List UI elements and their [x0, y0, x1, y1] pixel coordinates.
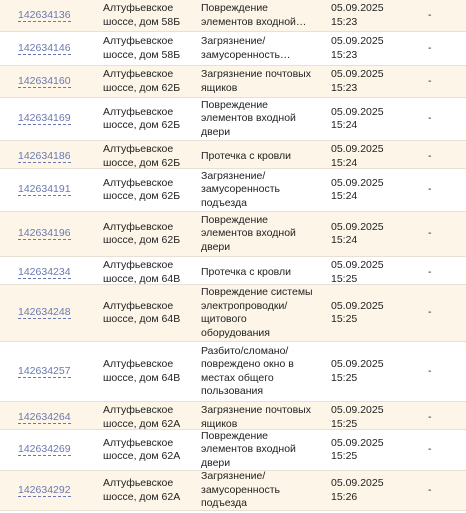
problem-cell-line: элементов входной — [201, 443, 296, 456]
date-cell — [331, 104, 428, 135]
address-cell — [103, 66, 201, 97]
date-cell — [331, 435, 428, 466]
address-cell-line: шоссе, дом 62Б — [103, 234, 181, 246]
address-cell-line: Алтуфьевское — [103, 358, 174, 370]
extra-cell: - — [428, 8, 432, 21]
address-cell-line: Алтуфьевское — [103, 259, 174, 271]
problem-cell-line: Повреждение системы — [201, 286, 313, 298]
address-cell-line: шоссе, дом 62А — [103, 450, 181, 462]
problem-cell-line: ящиков — [201, 81, 238, 94]
table-row — [0, 430, 466, 471]
address-cell — [103, 475, 201, 506]
address-cell-line: Алтуфьевское — [103, 220, 174, 233]
address-cell-line: шоссе, дом 58Б — [103, 15, 181, 28]
date-cell — [331, 0, 428, 31]
date-cell-line: 05.09.2025 — [331, 436, 384, 449]
problem-cell-line: местах общего — [201, 371, 274, 384]
extra-cell: - — [428, 483, 432, 496]
extra-cell: - — [428, 227, 432, 240]
address-cell-line: Алтуфьевское — [103, 2, 174, 14]
request-id-cell — [0, 181, 103, 199]
problem-cell-line: Разбито/сломано/ — [201, 344, 289, 357]
date-cell-line: 15:25 — [331, 313, 358, 325]
address-cell — [103, 356, 201, 387]
date-cell-line: 15:23 — [331, 48, 358, 61]
request-id-link[interactable]: 142634160 — [18, 74, 71, 87]
problem-cell-line: подъезда — [201, 196, 247, 209]
address-cell — [103, 402, 201, 433]
problem-cell-line: ящиков — [201, 417, 238, 430]
address-cell-line: шоссе, дом 62А — [103, 490, 181, 503]
request-id-cell — [0, 225, 103, 243]
table-row — [0, 285, 466, 342]
address-cell-line: Алтуфьевское — [103, 35, 174, 47]
request-id-cell — [0, 409, 103, 427]
request-id-link[interactable]: 142634292 — [18, 483, 71, 496]
date-cell-line: 15:24 — [331, 234, 358, 246]
table-row — [0, 342, 466, 402]
address-cell-line: Алтуфьевское — [103, 143, 174, 155]
date-cell-line: 05.09.2025 — [331, 35, 384, 47]
date-cell — [331, 66, 428, 97]
date-cell — [331, 298, 428, 329]
address-cell — [103, 298, 201, 329]
table-row — [0, 212, 466, 257]
problem-cell-line: замусоренность — [201, 483, 280, 496]
date-cell-line: 05.09.2025 — [331, 358, 384, 370]
request-id-cell — [0, 264, 103, 282]
address-cell-line: шоссе, дом 62А — [103, 417, 181, 430]
date-cell-line: 05.09.2025 — [331, 259, 384, 271]
date-cell-line: 15:24 — [331, 190, 358, 202]
address-cell-line: Алтуфьевское — [103, 477, 174, 489]
address-cell-line: шоссе, дом 64В — [103, 272, 181, 285]
date-cell — [331, 33, 428, 64]
date-cell-line: 05.09.2025 — [331, 68, 384, 80]
problem-cell-line: Загрязнение/ — [201, 35, 266, 47]
problem-cell-line: элементов входной — [201, 227, 296, 240]
date-cell-line: 05.09.2025 — [331, 299, 384, 312]
problem-cell-line: элементов входной… — [201, 15, 307, 28]
date-cell-line: 05.09.2025 — [331, 105, 384, 118]
request-id-link[interactable]: 142634248 — [18, 306, 71, 319]
extra-cell: - — [428, 265, 432, 278]
date-cell-line: 15:23 — [331, 81, 358, 94]
table-row — [0, 0, 466, 32]
date-cell-line: 15:25 — [331, 371, 358, 384]
table-row — [0, 98, 466, 141]
address-cell-line: Алтуфьевское — [103, 105, 174, 118]
address-cell — [103, 0, 201, 31]
problem-cell — [201, 0, 331, 31]
address-cell-line: шоссе, дом 64В — [103, 371, 181, 384]
problem-cell — [201, 33, 331, 64]
problem-cell — [201, 264, 331, 282]
problem-cell-line: Протечка с кровли — [201, 149, 291, 162]
address-cell — [103, 219, 201, 250]
date-cell — [331, 175, 428, 206]
problem-cell — [201, 168, 331, 213]
address-cell — [103, 104, 201, 135]
problem-cell-line: Загрязнение почтовых — [201, 404, 311, 416]
date-cell — [331, 219, 428, 250]
date-cell-line: 15:24 — [331, 119, 358, 131]
problem-cell-line: Повреждение — [201, 429, 269, 442]
problem-cell-line: подъезда — [201, 497, 247, 510]
problem-cell-line: двери — [201, 125, 231, 138]
extra-cell: - — [428, 149, 432, 162]
date-cell-line: 05.09.2025 — [331, 143, 384, 155]
date-cell-line: 05.09.2025 — [331, 220, 384, 233]
problem-cell-line: замусоренность… — [201, 48, 291, 61]
date-cell-line: 15:23 — [331, 15, 358, 28]
address-cell-line: шоссе, дом 64В — [103, 313, 181, 325]
address-cell-line: шоссе, дом 62Б — [103, 190, 181, 202]
extra-cell: - — [428, 410, 432, 423]
address-cell — [103, 257, 201, 288]
extra-cell: - — [428, 183, 432, 196]
address-cell — [103, 175, 201, 206]
request-id-cell — [0, 7, 103, 25]
problem-cell — [201, 97, 331, 142]
date-cell — [331, 257, 428, 288]
table-row — [0, 66, 466, 98]
request-id-cell — [0, 73, 103, 91]
extra-cell: - — [428, 41, 432, 54]
problem-cell-line: Загрязнение/ — [201, 169, 266, 182]
problem-cell-line: Протечка с кровли — [201, 265, 291, 278]
problem-cell-line: элементов входной — [201, 112, 296, 125]
request-id-cell — [0, 110, 103, 128]
extra-cell: - — [428, 443, 432, 456]
address-cell-line: Алтуфьевское — [103, 404, 174, 416]
date-cell-line: 15:24 — [331, 156, 358, 169]
date-cell-line: 05.09.2025 — [331, 2, 384, 14]
problem-cell — [201, 284, 331, 342]
problem-cell — [201, 428, 331, 473]
address-cell-line: Алтуфьевское — [103, 299, 174, 312]
table-row — [0, 32, 466, 66]
date-cell-line: 15:25 — [331, 417, 358, 430]
address-cell-line: шоссе, дом 62Б — [103, 156, 181, 169]
table-row — [0, 141, 466, 169]
problem-cell-line: повреждено окно в — [201, 358, 294, 370]
problem-cell-line: замусоренность — [201, 183, 280, 196]
request-id-link[interactable]: 142634186 — [18, 149, 71, 162]
address-cell — [103, 33, 201, 64]
problem-cell-line: пользования — [201, 385, 264, 397]
problem-cell-line: электропроводки/ — [201, 299, 288, 312]
table-row — [0, 257, 466, 285]
problem-cell — [201, 343, 331, 401]
request-id-cell — [0, 441, 103, 459]
problem-cell-line: двери — [201, 456, 231, 469]
request-id-link[interactable]: 142634257 — [18, 364, 71, 377]
problem-cell — [201, 212, 331, 257]
request-id-link[interactable]: 142634269 — [18, 443, 71, 456]
problem-cell-line: щитового — [201, 313, 247, 325]
request-id-cell — [0, 304, 103, 322]
date-cell-line: 05.09.2025 — [331, 176, 384, 189]
address-cell — [103, 141, 201, 172]
date-cell — [331, 402, 428, 433]
problem-cell-line: Повреждение — [201, 213, 269, 226]
request-id-link[interactable]: 142634146 — [18, 41, 71, 54]
request-id-link[interactable]: 142634264 — [18, 410, 71, 423]
date-cell-line: 15:25 — [331, 450, 358, 462]
request-id-cell — [0, 482, 103, 500]
address-cell-line: Алтуфьевское — [103, 68, 174, 80]
request-id-link[interactable]: 142634234 — [18, 265, 71, 278]
extra-cell: - — [428, 364, 432, 377]
address-cell-line: шоссе, дом 62Б — [103, 119, 181, 131]
request-id-link[interactable]: 142634136 — [18, 8, 71, 21]
problem-cell — [201, 66, 331, 97]
problem-cell — [201, 468, 331, 513]
problem-cell-line: Повреждение — [201, 2, 269, 14]
extra-cell: - — [428, 306, 432, 319]
request-id-cell — [0, 363, 103, 381]
table-row — [0, 169, 466, 212]
address-cell-line: шоссе, дом 58Б — [103, 48, 181, 61]
table-row — [0, 471, 466, 511]
problem-cell-line: Загрязнение почтовых — [201, 68, 311, 80]
problem-cell-line: Повреждение — [201, 98, 269, 111]
request-id-cell — [0, 148, 103, 166]
request-id-link[interactable]: 142634169 — [18, 112, 71, 125]
problem-cell-line: двери — [201, 240, 231, 253]
problem-cell — [201, 148, 331, 166]
extra-cell: - — [428, 74, 432, 87]
date-cell-line: 15:25 — [331, 272, 358, 285]
date-cell-line: 05.09.2025 — [331, 404, 384, 416]
table-row — [0, 402, 466, 430]
problem-cell-line: Загрязнение/ — [201, 470, 266, 483]
address-cell-line: Алтуфьевское — [103, 176, 174, 189]
address-cell — [103, 435, 201, 466]
date-cell — [331, 356, 428, 387]
date-cell-line: 05.09.2025 — [331, 477, 384, 489]
address-cell-line: Алтуфьевское — [103, 436, 174, 449]
extra-cell: - — [428, 112, 432, 125]
request-id-link[interactable]: 142634191 — [18, 183, 71, 196]
date-cell — [331, 475, 428, 506]
request-id-cell — [0, 40, 103, 58]
request-id-link[interactable]: 142634196 — [18, 227, 71, 240]
address-cell-line: шоссе, дом 62Б — [103, 81, 181, 94]
problem-cell-line: оборудования — [201, 326, 270, 339]
date-cell-line: 15:26 — [331, 490, 358, 503]
date-cell — [331, 141, 428, 172]
